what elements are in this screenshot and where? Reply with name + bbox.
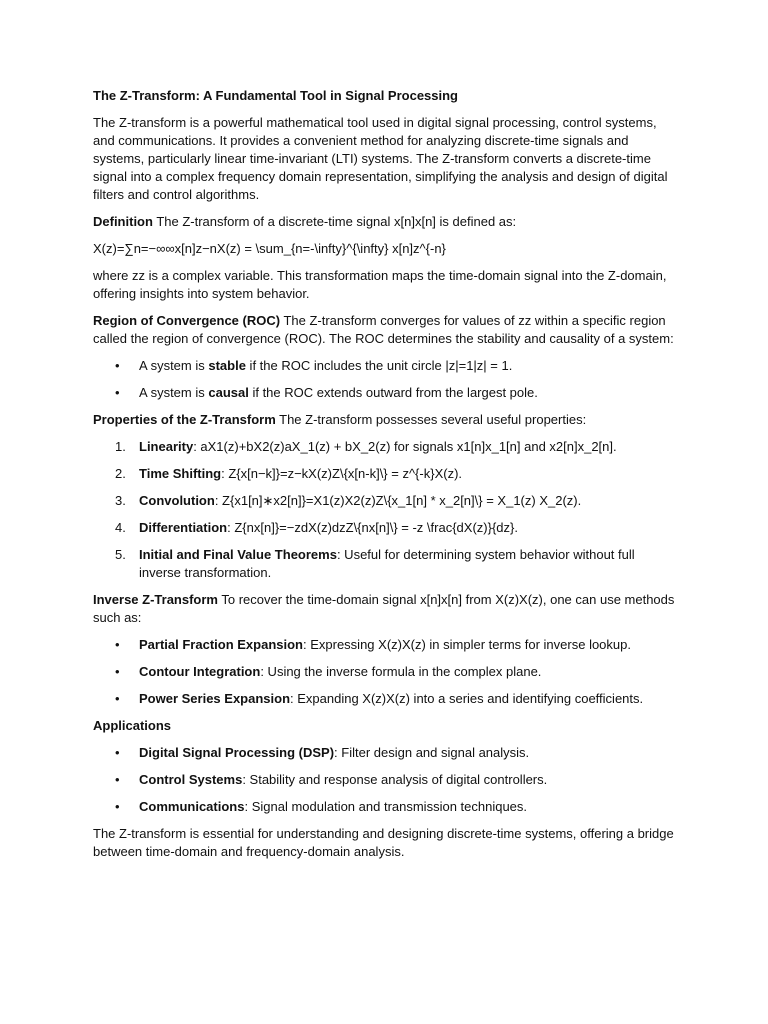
- list-item: [93, 798, 678, 816]
- list-item: [93, 744, 678, 762]
- item-number: 4.: [115, 520, 126, 535]
- item-text: : aX1(z)+bX2(z)aX_1(z) + bX_2(z) for signals x1[n]x_1[n] and x2[n]x_2[n].: [193, 439, 617, 454]
- item-bold: Linearity: [139, 439, 194, 454]
- properties-list: [93, 438, 678, 582]
- item-bold: stable: [208, 358, 246, 373]
- item-text: : Using the inverse formula in the complex plane.: [260, 664, 542, 679]
- item-bold: Contour Integration: [139, 664, 261, 679]
- item-number: 1.: [115, 439, 126, 454]
- item-text: if the ROC includes the unit circle |z|=1|z| = 1.: [245, 358, 513, 373]
- item-number: 3.: [115, 493, 126, 508]
- item-text: : Useful for determining system behavior without full inverse transformation.: [139, 547, 635, 580]
- definition-text: The Z-transform of a discrete-time signal x[n]x[n] is defined as:: [152, 214, 517, 229]
- properties-label: Properties of the Z-Transform: [93, 412, 276, 427]
- item-bold: Initial and Final Value Theorems: [139, 547, 337, 562]
- properties-paragraph: [93, 411, 678, 429]
- item-number: 5.: [115, 547, 126, 562]
- list-item: [93, 546, 678, 582]
- inverse-paragraph: [93, 591, 678, 627]
- definition-formula: X(z)=∑n=−∞∞x[n]z−nX(z) = \sum_{n=-\infty}^{\infty} x[n]z^{-n}: [93, 241, 446, 256]
- item-bold: causal: [208, 385, 249, 400]
- inverse-label: Inverse Z-Transform: [93, 592, 218, 607]
- list-item: [93, 438, 678, 456]
- properties-text: The Z-transform possesses several useful properties:: [275, 412, 587, 427]
- inverse-list: [93, 636, 678, 708]
- item-bold: Power Series Expansion: [139, 691, 291, 706]
- list-item: [93, 690, 678, 708]
- item-text: if the ROC extends outward from the largest pole.: [248, 385, 538, 400]
- roc-label: Region of Convergence (ROC): [93, 313, 281, 328]
- item-text: : Z{x[n−k]}=z−kX(z)Z\{x[n-k]\} = z^{-k}X(z).: [221, 466, 463, 481]
- list-item: [93, 384, 678, 402]
- document-title: The Z-Transform: A Fundamental Tool in Signal Processing: [93, 88, 458, 103]
- item-text: : Stability and response analysis of digital controllers.: [242, 772, 548, 787]
- item-bold: Partial Fraction Expansion: [139, 637, 303, 652]
- item-bold: Communications: [139, 799, 245, 814]
- item-text: : Z{x1[n]∗x2[n]}=X1(z)X2(z)Z\{x_1[n] * x_2[n]\} = X_1(z) X_2(z).: [214, 493, 582, 508]
- item-text: A system is: [139, 358, 209, 373]
- applications-heading: Applications: [93, 718, 172, 733]
- definition-label: Definition: [93, 214, 153, 229]
- item-bold: Time Shifting: [139, 466, 222, 481]
- definition-paragraph: [93, 213, 678, 231]
- list-item: [93, 465, 678, 483]
- item-text: : Filter design and signal analysis.: [334, 745, 530, 760]
- list-item: [93, 663, 678, 681]
- item-text: : Expressing X(z)X(z) in simpler terms for inverse lookup.: [303, 637, 631, 652]
- item-bold: Control Systems: [139, 772, 243, 787]
- item-bold: Differentiation: [139, 520, 228, 535]
- conclusion-paragraph: The Z-transform is essential for understanding and designing discrete-time systems, offering a bridge between time-domain and frequency-domain analysis.: [93, 826, 674, 859]
- item-text: A system is: [139, 385, 209, 400]
- roc-list: [93, 357, 678, 402]
- definition-explanation: where zz is a complex variable. This transformation maps the time-domain signal into the Z-domain, offering insights into system behavior.: [93, 268, 667, 301]
- item-text: : Z{nx[n]}=−zdX(z)dzZ\{nx[n]\} = -z \frac{dX(z)}{dz}.: [227, 520, 518, 535]
- item-bold: Digital Signal Processing (DSP): [139, 745, 335, 760]
- document-page: [93, 87, 678, 870]
- list-item: [93, 519, 678, 537]
- item-text: : Signal modulation and transmission techniques.: [244, 799, 528, 814]
- roc-text: The Z-transform converges for values of zz within a specific region called the region of convergence (ROC). The ROC determines the stability and causality of a system:: [93, 313, 674, 346]
- list-item: [93, 492, 678, 510]
- list-item: [93, 636, 678, 654]
- list-item: [93, 771, 678, 789]
- applications-list: [93, 744, 678, 816]
- item-number: 2.: [115, 466, 126, 481]
- roc-paragraph: [93, 312, 678, 348]
- item-bold: Convolution: [139, 493, 215, 508]
- inverse-text: To recover the time-domain signal x[n]x[n] from X(z)X(z), one can use methods such as:: [93, 592, 675, 625]
- item-text: : Expanding X(z)X(z) into a series and identifying coefficients.: [290, 691, 644, 706]
- list-item: [93, 357, 678, 375]
- intro-paragraph: The Z-transform is a powerful mathematical tool used in digital signal processing, control systems, and communications. It provides a convenient method for analyzing discrete-time signals and systems, particularly linear time-invariant (LTI) systems. The Z-transform converts a discrete-time signal into a complex frequency domain representation, simplifying the analysis and design of digital filters and control algorithms.: [93, 115, 668, 202]
